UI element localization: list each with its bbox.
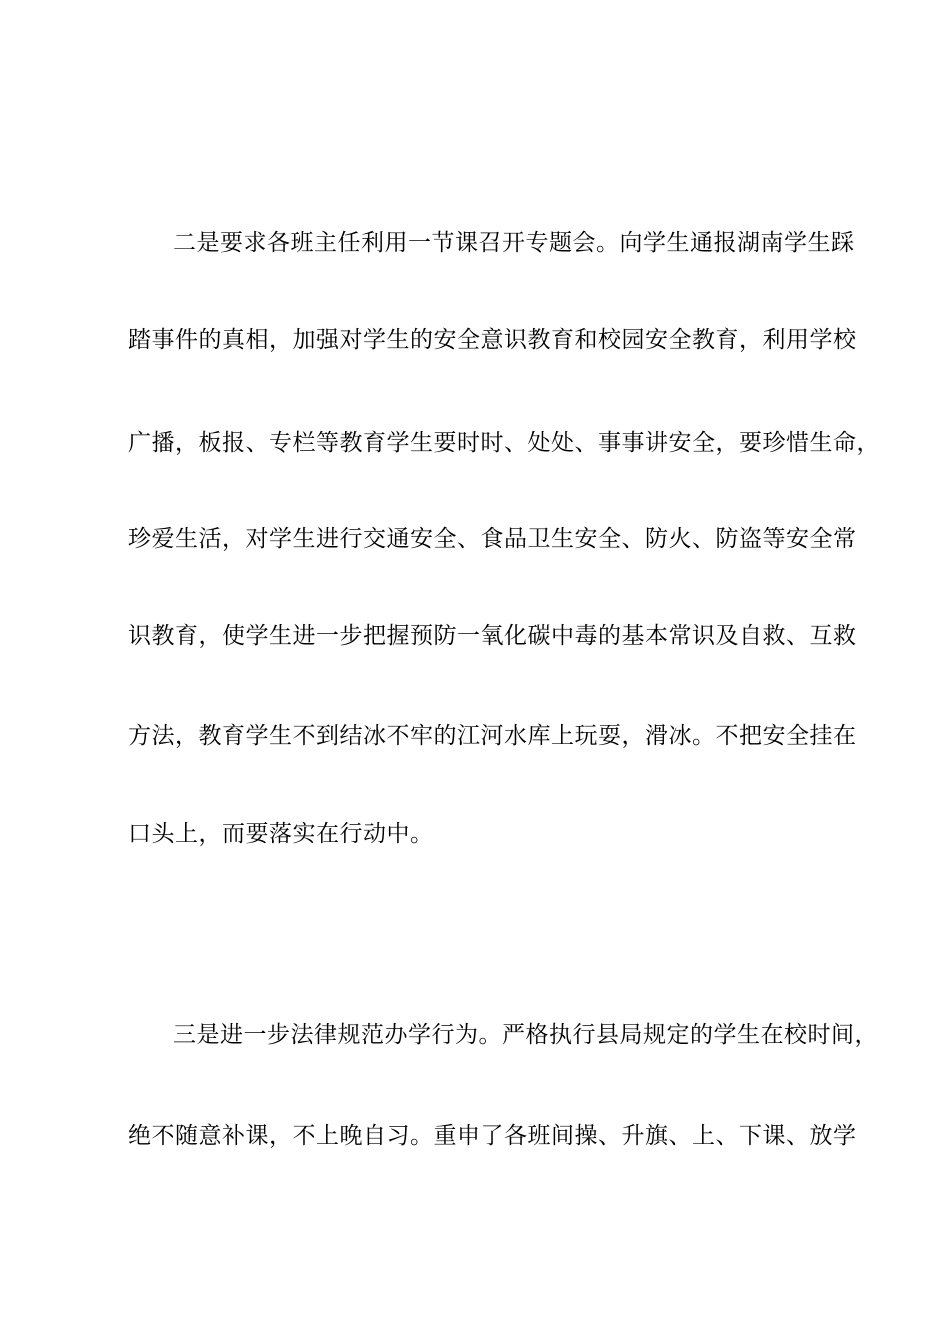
paragraph-2-line-3: 广播，板报、专栏等教育学生要时时、处处、事事讲安全，要珍惜生命，: [128, 430, 880, 456]
paragraph-2-line-4: 珍爱生活，对学生进行交通安全、食品卫生安全、防火、防盗等安全常: [128, 526, 857, 552]
paragraph-2-line-7: 口头上，而要落实在行动中。: [128, 821, 434, 847]
paragraph-2-line-5: 识教育，使学生进一步把握预防一氧化碳中毒的基本常识及自救、互救: [128, 623, 857, 649]
paragraph-2-line-1: 二是要求各班主任利用一节课召开专题会。向学生通报湖南学生踩: [173, 230, 855, 256]
paragraph-3-line-1: 三是进一步法律规范办学行为。严格执行县局规定的学生在校时间，: [173, 1022, 878, 1048]
paragraph-2-line-2: 踏事件的真相，加强对学生的安全意识教育和校园安全教育，利用学校: [128, 327, 857, 353]
paragraph-2-line-6: 方法，教育学生不到结冰不牢的江河水库上玩耍，滑冰。不把安全挂在: [128, 723, 857, 749]
paragraph-3-line-2: 绝不随意补课，不上晚自习。重申了各班间操、升旗、上、下课、放学: [128, 1123, 857, 1149]
